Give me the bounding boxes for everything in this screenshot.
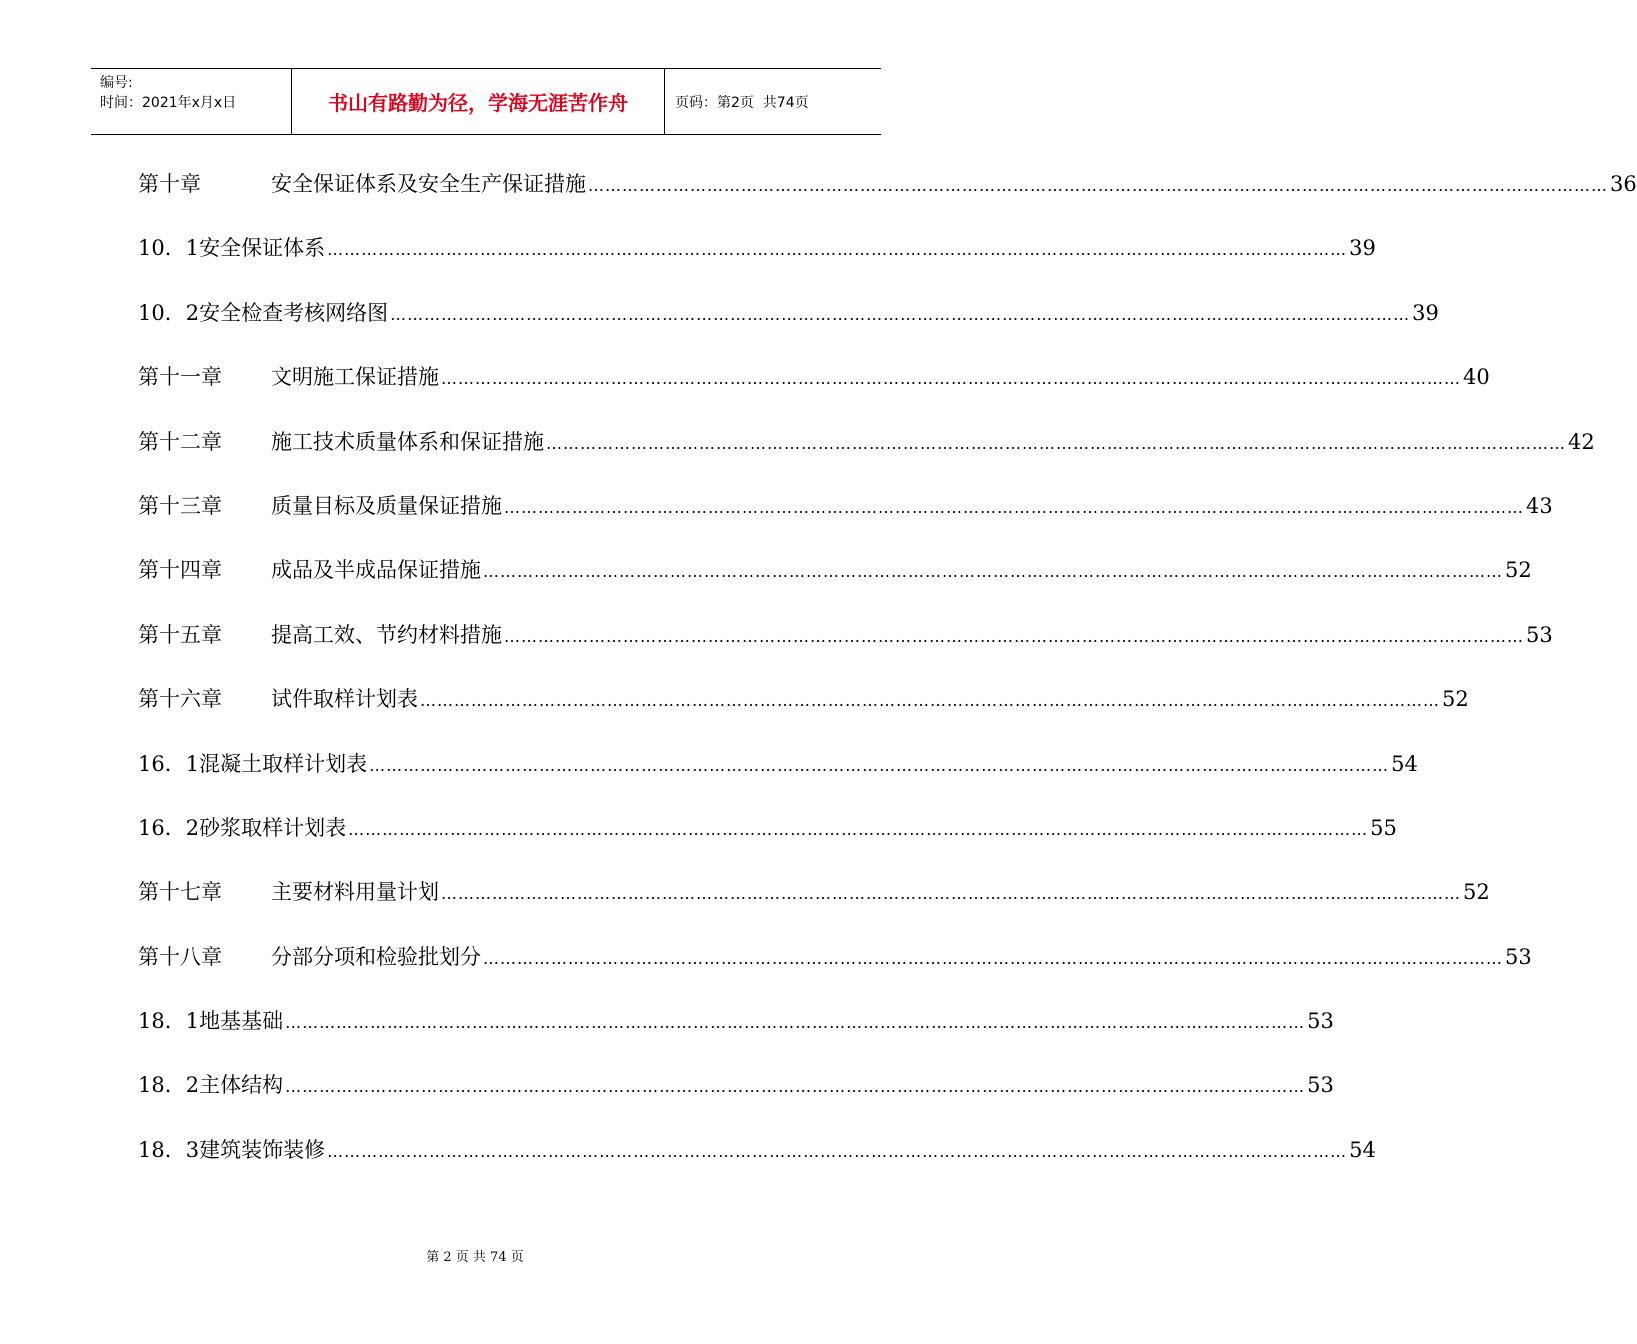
toc-entry-leader: ……………………………………………………………………………………………………………………………………………………………… [441, 369, 1461, 389]
table-of-contents [138, 160, 1637, 1190]
toc-entry-leader: ……………………………………………………………………………………………………………………………………………………………… [483, 948, 1503, 968]
toc-entry-leader: ……………………………………………………………………………………………………………………………………………………………… [504, 497, 1524, 517]
toc-entry-page: 53 [1526, 622, 1553, 647]
toc-entry-page: 52 [1505, 558, 1532, 583]
toc-entry[interactable] [138, 418, 1595, 482]
toc-entry[interactable] [138, 933, 1532, 997]
toc-entry-number: 第十八章 [138, 944, 222, 969]
toc-entry[interactable] [138, 804, 1397, 868]
toc-entry-leader: ……………………………………………………………………………………………………………………………………………………………… [441, 884, 1461, 904]
toc-entry-page: 43 [1526, 493, 1553, 518]
toc-entry[interactable] [138, 353, 1490, 417]
toc-entry-page: 52 [1463, 880, 1490, 905]
toc-entry-number: 第十一章 [138, 365, 222, 390]
toc-entry-number: 18．3 [138, 1137, 200, 1162]
toc-entry-number: 第十章 [138, 172, 201, 196]
toc-entry-number: 10．2 [138, 300, 200, 325]
toc-entry-title: 主体结构 [199, 1073, 284, 1098]
page-footer [0, 1246, 950, 1265]
toc-entry-leader: ……………………………………………………………………………………………………………………………………………………………… [390, 304, 1411, 324]
toc-entry-page: 52 [1442, 687, 1469, 712]
toc-entry-leader: ……………………………………………………………………………………………………………………………………………………………… [327, 1141, 1348, 1161]
header-motto: 书山有路勤为径，学海无涯苦作舟 [292, 69, 665, 134]
toc-entry-title: 提高工效、节约材料措施 [271, 622, 502, 647]
toc-entry-leader: ……………………………………………………………………………………………………………………………………………………………… [483, 562, 1503, 582]
header-meta [91, 69, 292, 134]
toc-entry-page: 53 [1505, 944, 1532, 969]
toc-entry-title: 安全保证体系及安全生产保证措施 [271, 172, 586, 196]
toc-entry-title: 主要材料用量计划 [271, 880, 439, 905]
toc-entry-title: 砂浆取样计划表 [199, 815, 347, 840]
toc-entry-title: 混凝土取样计划表 [199, 751, 368, 776]
toc-entry-number: 第十三章 [138, 493, 222, 518]
toc-entry-number: 10．1 [138, 236, 200, 261]
time-text: 时间：2021年x月x日 [100, 95, 237, 111]
toc-entry-number: 16．2 [138, 815, 200, 840]
toc-entry-page: 53 [1307, 1073, 1334, 1098]
toc-entry-number: 18．2 [138, 1073, 200, 1098]
footer-page-text: 第 2 页 共 74 页 [426, 1250, 524, 1265]
toc-entry-number: 18．1 [138, 1009, 200, 1034]
toc-entry[interactable] [138, 1061, 1334, 1125]
toc-entry[interactable] [138, 611, 1553, 675]
toc-entry-leader: ……………………………………………………………………………………………………………………………………………………………… [348, 819, 1369, 839]
toc-entry[interactable] [138, 868, 1490, 932]
toc-entry-page: 39 [1349, 236, 1376, 261]
toc-entry[interactable] [138, 1126, 1376, 1190]
toc-entry[interactable] [138, 482, 1553, 546]
toc-entry-number: 第十五章 [138, 622, 222, 647]
toc-entry[interactable] [138, 224, 1376, 288]
toc-entry[interactable] [138, 675, 1469, 739]
toc-entry-page: 54 [1349, 1137, 1376, 1162]
toc-entry-leader: ……………………………………………………………………………………………………………………………………………………………… [327, 240, 1348, 260]
toc-entry-leader: ……………………………………………………………………………………………………………………………………………………………… [285, 1077, 1306, 1097]
header-page [665, 69, 881, 134]
toc-entry[interactable] [138, 160, 1637, 224]
toc-entry-page: 54 [1391, 751, 1418, 776]
toc-entry-number: 第十四章 [138, 558, 222, 583]
toc-entry-page: 42 [1568, 429, 1595, 454]
toc-entry-number: 16．1 [138, 751, 200, 776]
toc-entry-page: 39 [1412, 300, 1439, 325]
toc-entry-page: 36 [1610, 172, 1637, 196]
toc-entry-leader: ……………………………………………………………………………………………………………………………………………………………… [546, 433, 1566, 453]
toc-entry[interactable] [138, 289, 1439, 353]
toc-entry-title: 施工技术质量体系和保证措施 [271, 429, 544, 454]
toc-entry-number: 第十七章 [138, 880, 222, 905]
toc-entry-title: 建筑装饰装修 [199, 1137, 326, 1162]
toc-entry-title: 安全保证体系 [199, 236, 326, 261]
toc-entry-page: 53 [1307, 1009, 1334, 1034]
toc-entry-title: 地基基础 [199, 1009, 284, 1034]
toc-entry-title: 安全检查考核网络图 [199, 300, 389, 325]
toc-entry[interactable] [138, 740, 1418, 804]
code-label: 编号: [100, 75, 133, 91]
toc-entry-leader: ……………………………………………………………………………………………………………………………………………………………… [588, 176, 1608, 195]
toc-entry-number: 第十六章 [138, 687, 222, 712]
toc-entry-page: 55 [1370, 815, 1397, 840]
toc-entry-leader: ……………………………………………………………………………………………………………………………………………………………… [369, 755, 1390, 775]
toc-entry-title: 分部分项和检验批划分 [271, 944, 481, 969]
header-page-text: 页码：第2页 共74页 [675, 94, 809, 111]
toc-entry-title: 质量目标及质量保证措施 [271, 493, 502, 518]
toc-entry-number: 第十二章 [138, 429, 222, 454]
toc-entry-leader: ……………………………………………………………………………………………………………………………………………………………… [504, 626, 1524, 646]
toc-entry-leader: ……………………………………………………………………………………………………………………………………………………………… [285, 1013, 1306, 1033]
toc-entry-page: 40 [1463, 365, 1490, 390]
page-header [91, 68, 881, 135]
toc-entry-leader: ……………………………………………………………………………………………………………………………………………………………… [420, 691, 1440, 711]
toc-entry-title: 文明施工保证措施 [271, 365, 439, 390]
toc-entry-title: 试件取样计划表 [271, 687, 418, 712]
toc-entry[interactable] [138, 546, 1532, 610]
toc-entry[interactable] [138, 997, 1334, 1061]
toc-entry-title: 成品及半成品保证措施 [271, 558, 481, 583]
